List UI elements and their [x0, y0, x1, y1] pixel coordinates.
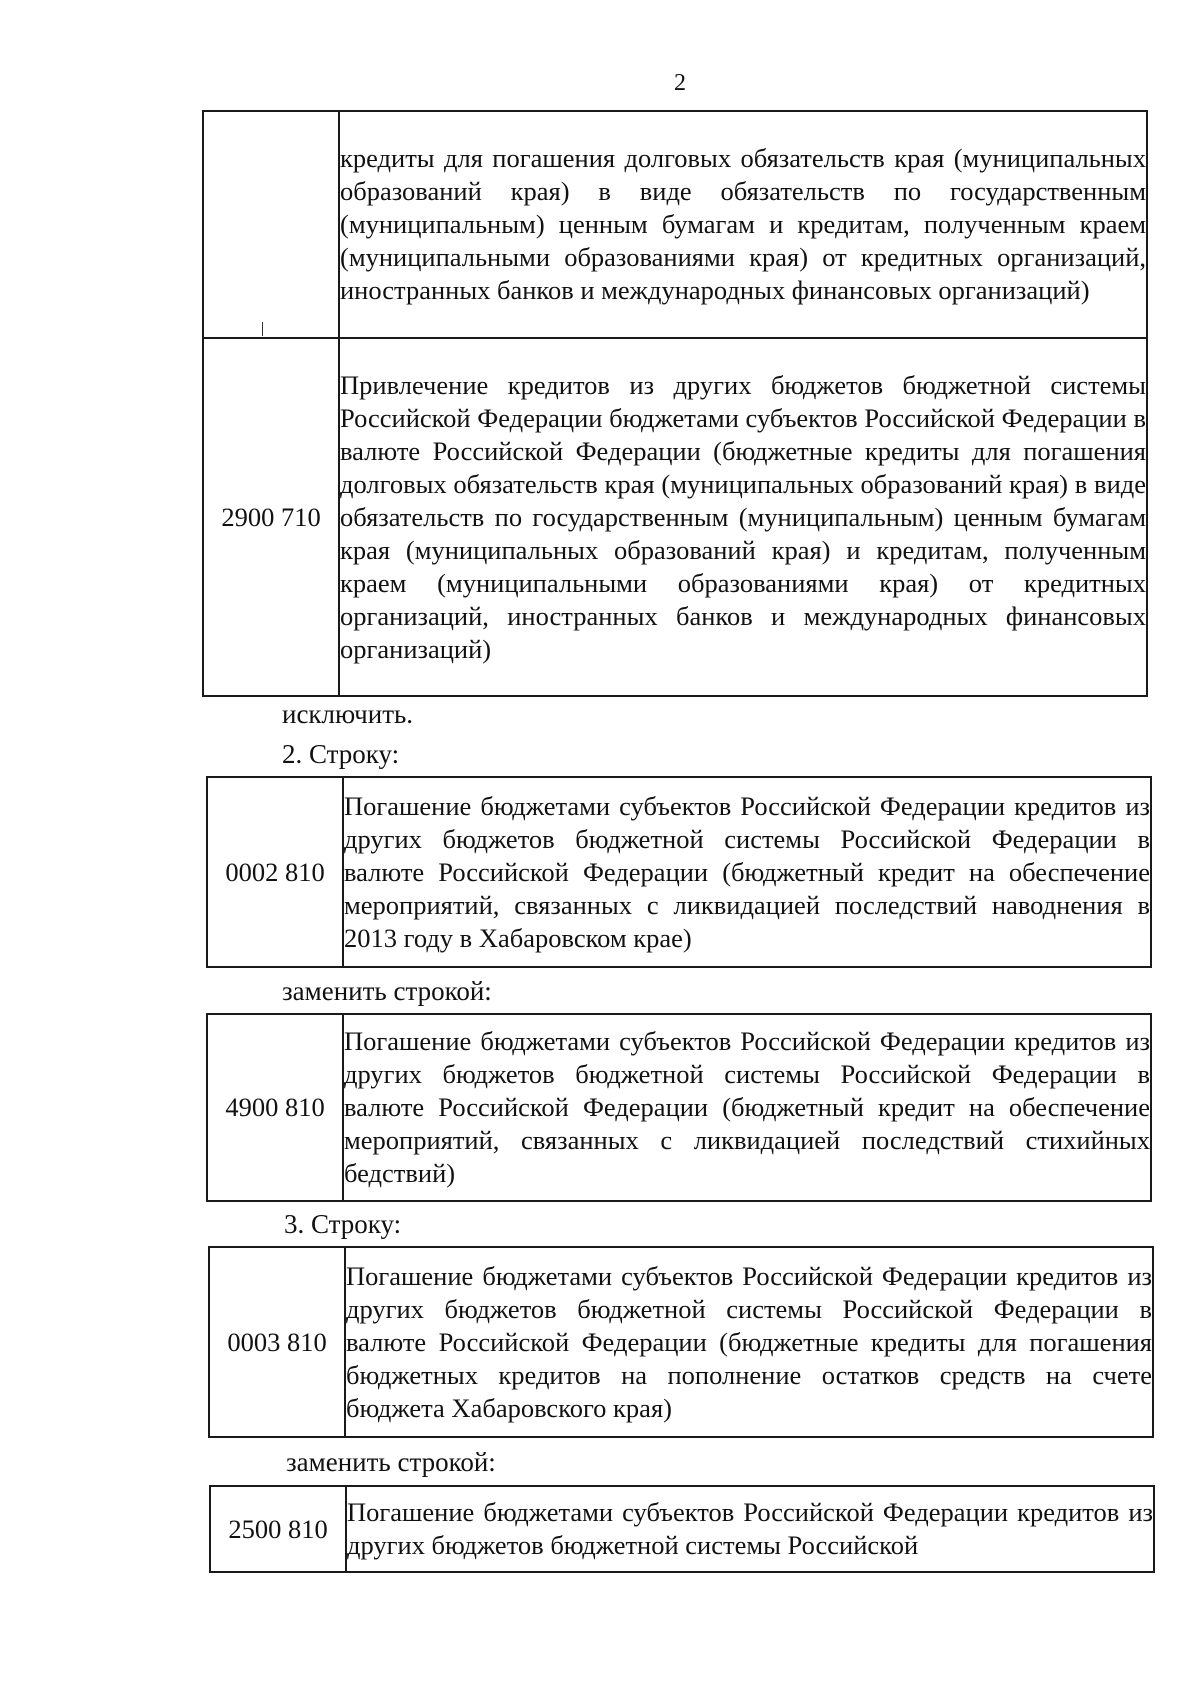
code-cell: 0002 810 [207, 777, 343, 967]
code-table-continued [202, 110, 1148, 697]
description-cell: Погашение бюджетами субъектов Российской Федерации кредитов из других бюджетов бюджетной системы Российской Федерации в валюте Российской Федерации (бюджетные кредиты для погашения бюджетных кредитов на пополнение остатков средств на счете бюджета Хабаровского края) [345, 1247, 1153, 1437]
table-row [210, 1486, 1154, 1572]
table-row [203, 111, 1147, 338]
instruction-exclude: исключить. [282, 699, 414, 729]
section-heading-3: 3. Строку: [284, 1209, 402, 1239]
description-cell: кредиты для погашения долговых обязательств края (муниципальных образований края) в виде обязательств по государственным (муниципальным) ценным бумагам и кредитам, полученным краем (муниципальными образованиями края) от кредитных организаций, иностранных банков и международных финансовых организаций) [339, 111, 1147, 338]
section-heading-2: 2. Строку: [282, 739, 400, 769]
description-cell: Погашение бюджетами субъектов Российской Федерации кредитов из других бюджетов бюджетной системы Российской Федерации в валюте Российской Федерации (бюджетный кредит на обеспечение мероприятий, связанных с ликвидацией последствий наводнения в 2013 году в Хабаровском крае) [343, 777, 1151, 967]
code-cell: 2900 710 [203, 338, 339, 696]
table-row [203, 338, 1147, 696]
description-cell: Погашение бюджетами субъектов Российской Федерации кредитов из других бюджетов бюджетной системы Российской [346, 1486, 1154, 1572]
code-cell: 0003 810 [209, 1247, 345, 1437]
description-cell: Погашение бюджетами субъектов Российской Федерации кредитов из других бюджетов бюджетной системы Российской Федерации в валюте Российской Федерации (бюджетный кредит на обеспечение мероприятий, связанных с ликвидацией последствий стихийных бедствий) [343, 1014, 1151, 1201]
table-row [209, 1247, 1153, 1437]
code-cell: 2500 810 [210, 1486, 346, 1572]
code-cell [203, 111, 339, 338]
instruction-replace: заменить строкой: [282, 976, 492, 1006]
description-cell: Привлечение кредитов из других бюджетов бюджетной системы Российской Федерации бюджетами субъектов Российской Федерации в валюте Российской Федерации (бюджетные кредиты для погашения долговых обязательств края (муниципальных образований края) в виде обязательств по государственным (муниципальным) ценным бумагам края (муниципальных образований края) и кредитам, полученным краем (муниципальными образованиями края) от кредитных организаций, иностранных банков и международных финансовых организаций) [339, 338, 1147, 696]
instruction-replace: заменить строкой: [286, 1447, 496, 1477]
table-row [207, 1014, 1151, 1201]
stray-mark [262, 322, 263, 336]
code-table-new-row-2 [206, 1013, 1152, 1202]
code-table-new-row-3 [209, 1485, 1155, 1573]
code-table-old-row-2 [206, 776, 1152, 968]
table-row [207, 777, 1151, 967]
code-table-old-row-3 [208, 1246, 1154, 1438]
page-number: 2 [674, 70, 686, 96]
code-cell: 4900 810 [207, 1014, 343, 1201]
